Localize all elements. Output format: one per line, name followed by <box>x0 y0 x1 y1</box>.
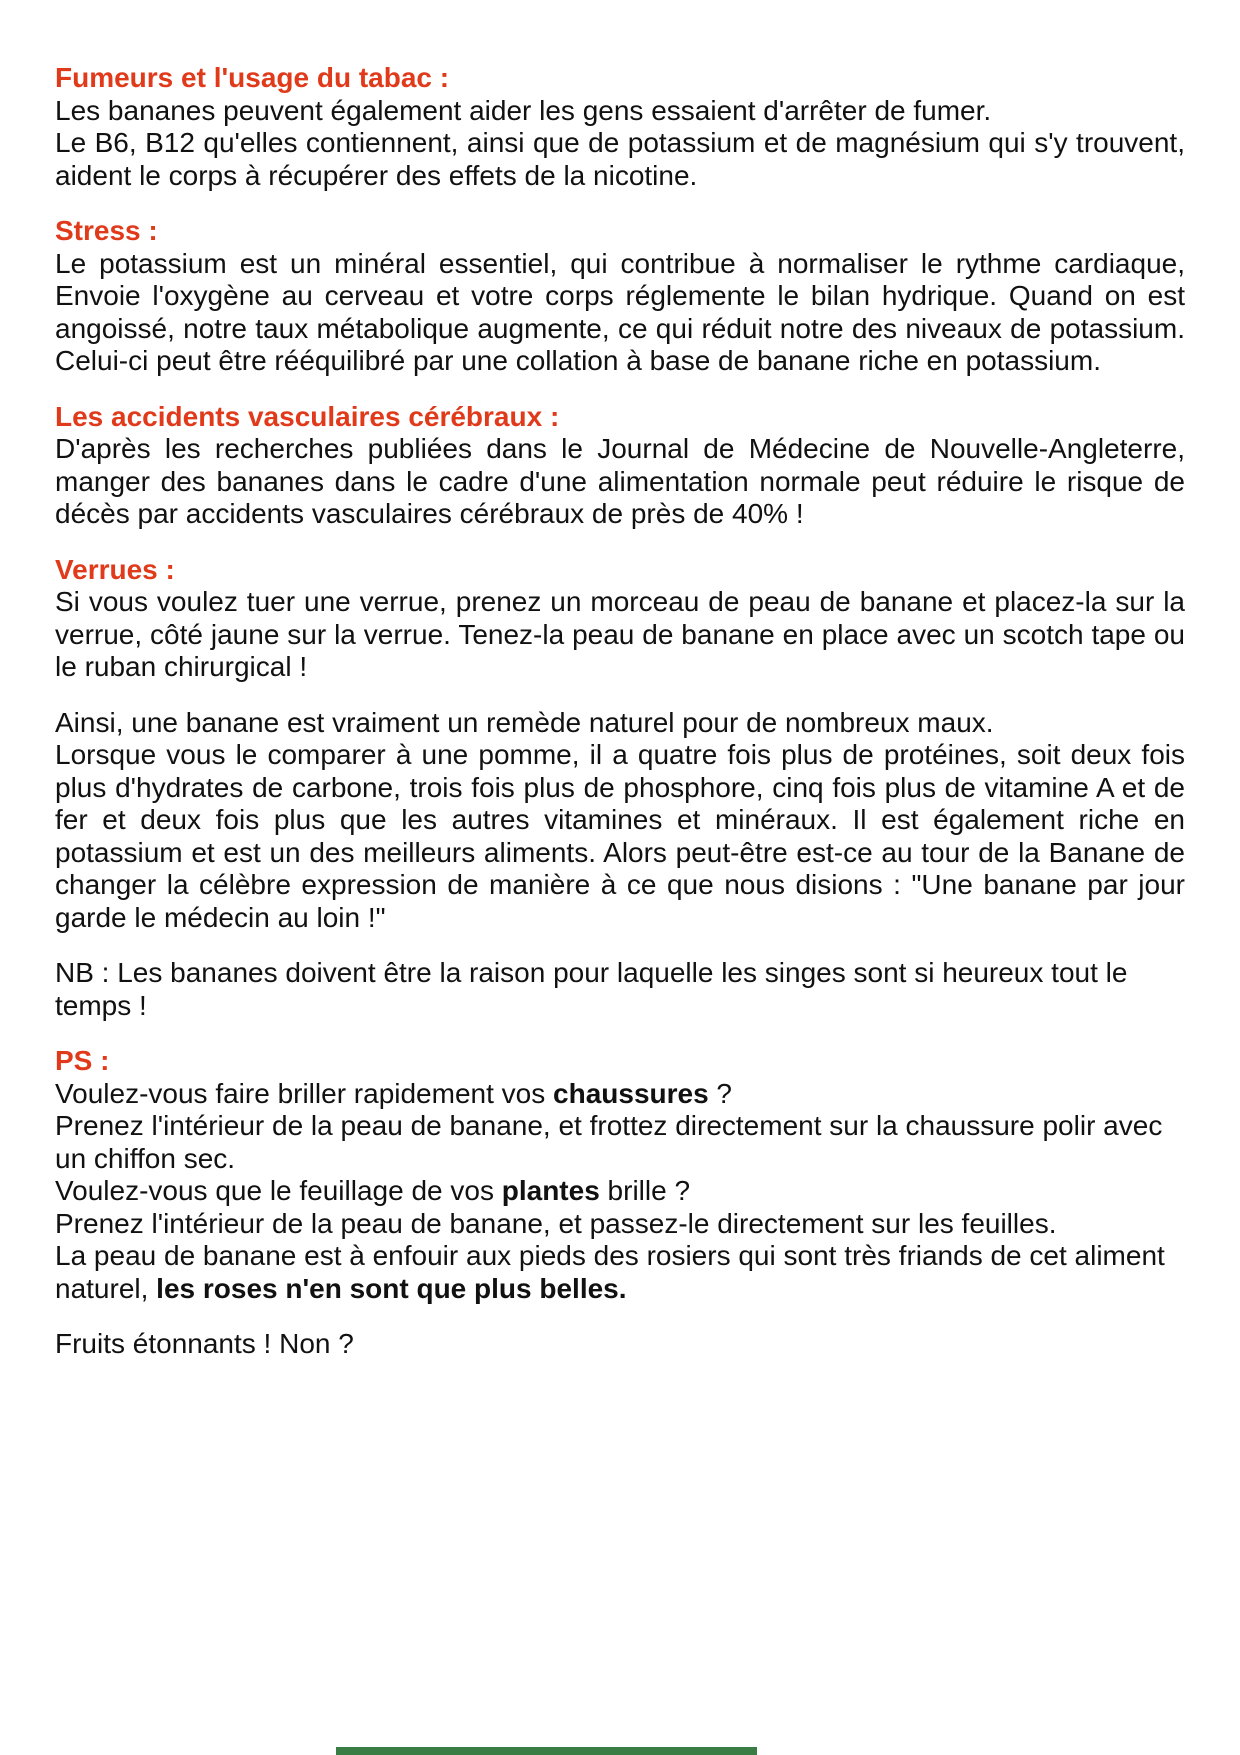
section-ps-heading: PS : <box>55 1045 110 1076</box>
ps-plants-bold-word: plantes <box>501 1175 600 1206</box>
section-stroke-paragraph: D'après les recherches publiées dans le Journal de Médecine de Nouvelle-Angleterre, manger des bananes dans le cadre d'une alimentation normale peut réduire le risque de décès par accidents vasculaires cérébraux de près de 40% ! <box>55 433 1185 529</box>
ps-shoes-question-text: Voulez-vous faire briller rapidement vos <box>55 1077 554 1109</box>
section-stress <box>55 215 1185 378</box>
ps-plants-question-mark: brille ? <box>599 1175 691 1206</box>
section-ps <box>55 1045 1185 1305</box>
page-bottom-bar <box>336 1747 757 1755</box>
section-warts <box>55 554 1185 684</box>
section-stress-heading: Stress : <box>55 215 158 246</box>
section-nb <box>55 957 1185 1022</box>
ps-roses-text: La peau de banane est à enfouir aux pieds des rosiers qui sont très friands de cet aliment naturel, <box>55 1240 1165 1304</box>
section-stroke-heading: Les accidents vasculaires cérébraux : <box>55 400 560 432</box>
ps-shoes-bold-word: chaussures <box>553 1077 709 1109</box>
section-stroke <box>55 401 1185 531</box>
section-smoking-paragraph: Le B6, B12 qu'elles contiennent, ainsi que de potassium et de magnésium qui s'y trouvent, aident le corps à récupérer des effets de la nicotine. <box>55 127 1185 191</box>
ps-plants-question-text: Voulez-vous que le feuillage de vos <box>55 1175 502 1206</box>
ps-plants-question <box>55 1175 1185 1208</box>
section-stress-paragraph: Le potassium est un minéral essentiel, qui contribue à normaliser le rythme cardiaque, Envoie l'oxygène au cerveau et votre corps réglemente le bilan hydrique. Quand on est angoissé, notre taux métabolique augmente, ce qui réduit notre des niveaux de potassium. Celui-ci peut être rééquilibré par une collation à base de banane riche en potassium. <box>55 247 1185 376</box>
section-closing <box>55 1328 1185 1361</box>
section-smoking-line: Les bananes peuvent également aider les gens essaient d'arrêter de fumer. <box>55 94 992 126</box>
section-summary-paragraph: Lorsque vous le comparer à une pomme, il a quatre fois plus de protéines, soit deux fois plus d'hydrates de carbone, trois fois plus de phosphore, cinq fois plus de vitamine A et de fer et deux fois plus que les autres vitamines et minéraux. Il est également riche en potassium et est un des meilleurs aliments. Alors peut-être est-ce au tour de la Banane de changer la célèbre expression de manière à ce que nous disions : "Une banane par jour garde le médecin au loin !" <box>55 739 1185 933</box>
ps-shoes-answer: Prenez l'intérieur de la peau de banane, et frottez directement sur la chaussure polir avec un chiffon sec. <box>55 1110 1163 1174</box>
section-summary-line: Ainsi, une banane est vraiment un remède naturel pour de nombreux maux. <box>55 706 994 738</box>
ps-plants-answer: Prenez l'intérieur de la peau de banane, et passez-le directement sur les feuilles. <box>55 1207 1057 1239</box>
section-smoking <box>55 62 1185 192</box>
section-smoking-heading: Fumeurs et l'usage du tabac : <box>55 62 450 93</box>
ps-roses-bold-text: les roses n'en sont que plus belles. <box>156 1272 627 1304</box>
ps-shoes-question-mark: ? <box>708 1077 733 1109</box>
closing-line: Fruits étonnants ! Non ? <box>55 1328 354 1359</box>
section-warts-heading: Verrues : <box>55 553 175 585</box>
section-summary <box>55 707 1185 935</box>
section-warts-paragraph: Si vous voulez tuer une verrue, prenez un morceau de peau de banane et placez-la sur la verrue, côté jaune sur la verrue. Tenez-la peau de banane en place avec un scotch tape ou le ruban chirurgical ! <box>55 586 1185 682</box>
ps-shoes-question <box>55 1078 1185 1111</box>
ps-roses-sentence <box>55 1240 1185 1305</box>
section-nb-paragraph: NB : Les bananes doivent être la raison pour laquelle les singes sont si heureux tout le temps ! <box>55 957 1128 1021</box>
